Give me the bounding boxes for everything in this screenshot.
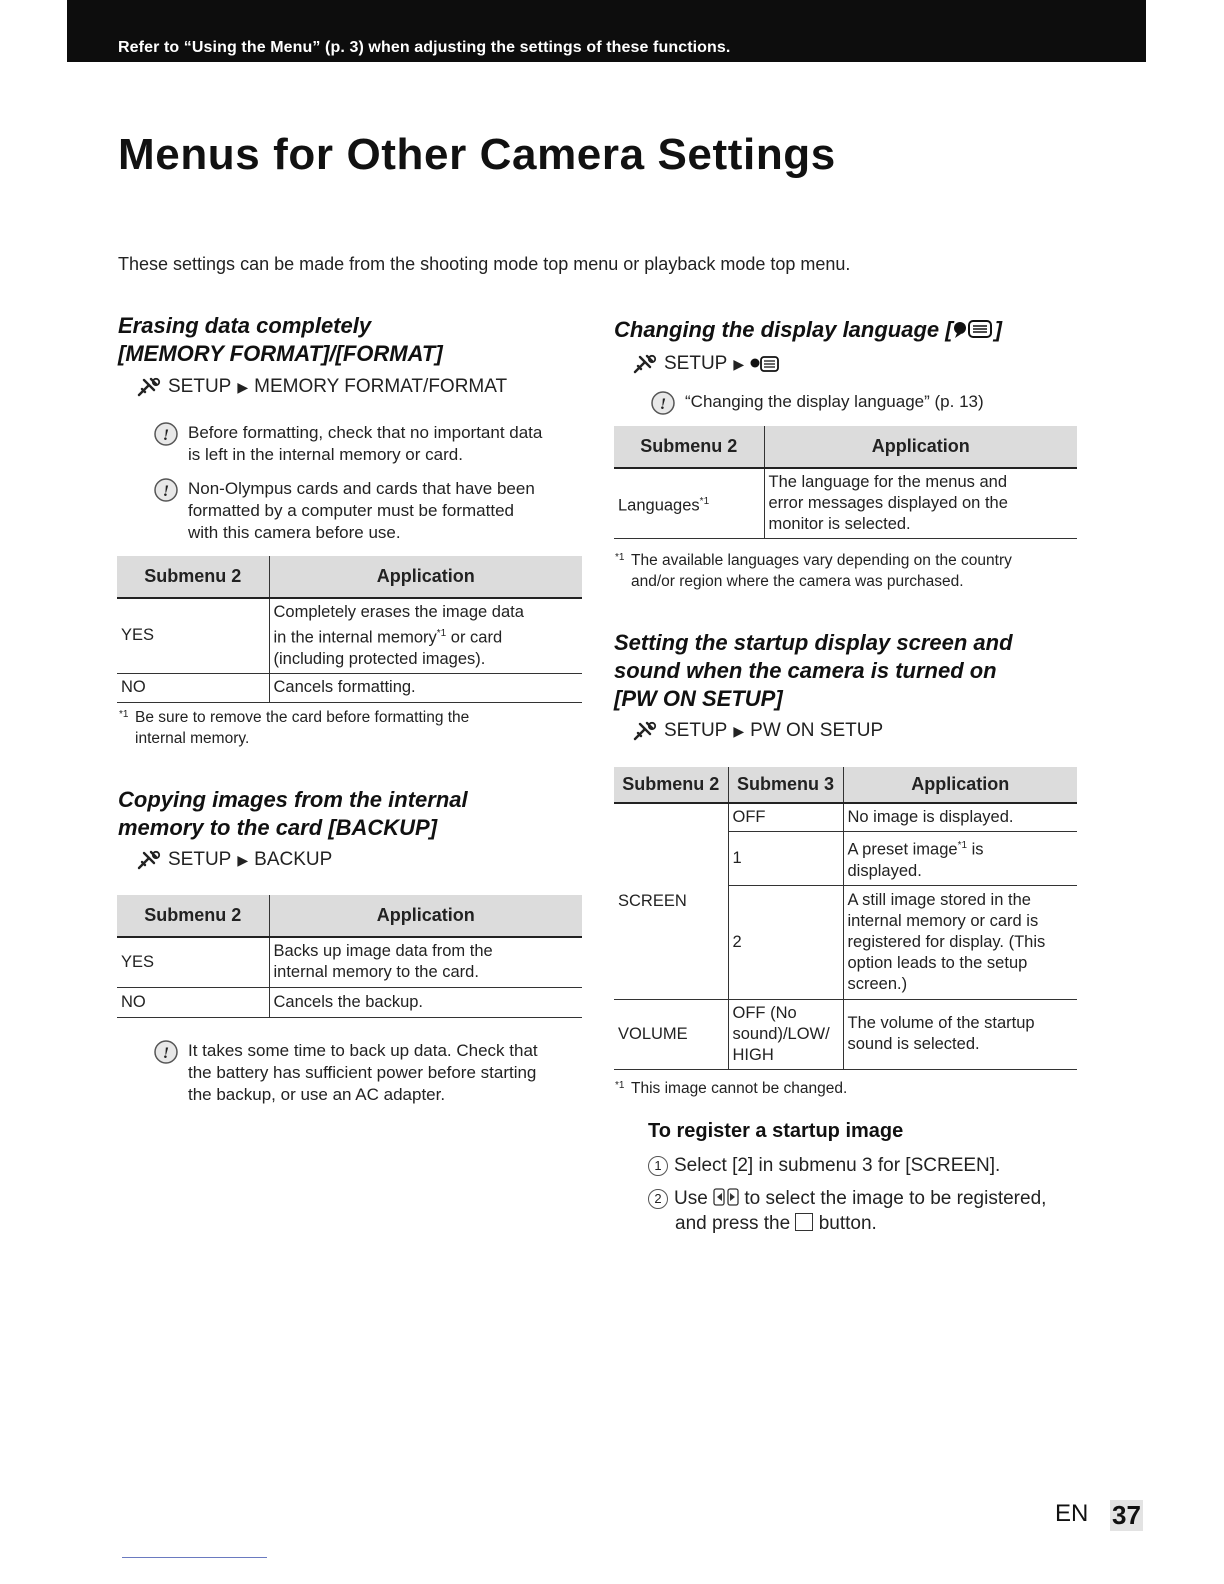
caution-icon: [153, 421, 179, 447]
arrow-right-icon: ▶: [733, 722, 745, 739]
language-footnote: *1 The available languages vary depending on the country and/or region where the camera was purchased.: [615, 552, 1012, 590]
backup-menu-path: SETUP ▶ BACKUP: [136, 849, 332, 871]
setup-tools-icon: [632, 720, 658, 742]
footer-language: EN: [1055, 1500, 1089, 1527]
setup-tools-icon: [632, 353, 658, 375]
table-row: NO Cancels the backup.: [117, 987, 582, 1017]
language-table: [614, 426, 1077, 539]
caution-icon: [650, 390, 676, 416]
table-header: Application: [843, 767, 1077, 803]
table-row: 2 A still image stored in the internal memory or card is registered for display. (This option leads to the setup screen.): [614, 885, 1077, 999]
page-title: Menus for Other Camera Settings: [118, 130, 836, 179]
language-menu-path: SETUP ▶: [632, 353, 780, 375]
step-number: 1: [648, 1156, 668, 1176]
table-row: YES Completely erases the image data in the internal memory$^{*1}$ or card (including protected images).: [117, 598, 582, 673]
table-header: Submenu 3: [728, 767, 843, 803]
header-bar: [67, 0, 1146, 62]
table-header: Submenu 2: [117, 556, 269, 598]
table-header: Application: [269, 556, 582, 598]
table-header: Application: [269, 895, 582, 937]
language-section-title: Changing the display language [ ]: [614, 317, 1002, 342]
register-step-1: 1 Select [2] in submenu 3 for [SCREEN].: [648, 1153, 1000, 1178]
language-icon: [750, 354, 780, 374]
language-icon: [953, 318, 995, 340]
table-row: Languages$^{*1}$ The language for the menus and error messages displayed on the monitor is selected.: [614, 468, 1077, 539]
table-row: SCREEN OFF No image is displayed.: [614, 803, 1077, 832]
arrow-right-icon: ▶: [237, 851, 249, 868]
table-header: Submenu 2: [614, 767, 728, 803]
erase-footnote: *1 Be sure to remove the card before formatting the internal memory.: [119, 709, 470, 747]
register-step-2: 2 Use to select the image to be registered, and press the button.: [648, 1186, 1046, 1236]
svg-text:!: !: [659, 396, 667, 413]
erase-caution-note-2: ! Non-Olympus cards and cards that have been formatted by a computer must be formatted with this camera before use.: [188, 478, 535, 544]
pwon-table: [614, 767, 1077, 1070]
setup-tools-icon: [136, 849, 162, 871]
caution-icon: [153, 477, 179, 503]
page-number: 37: [1112, 1500, 1141, 1530]
table-header: Submenu 2: [117, 895, 269, 937]
svg-text:!: !: [162, 427, 170, 444]
setup-tools-icon: [136, 376, 162, 398]
backup-table: [117, 895, 582, 1018]
header-bar-text: Refer to “Using the Menu” (p. 3) when adjusting the settings of these functions.: [118, 39, 731, 56]
register-startup-heading: To register a startup image: [648, 1120, 904, 1142]
table-row: YES Backs up image data from the internal memory to the card.: [117, 937, 582, 987]
svg-text:!: !: [162, 483, 170, 500]
table-row: VOLUME OFF (No sound)/LOW/ HIGH The volume of the startup sound is selected.: [614, 999, 1077, 1069]
language-reference-note: ! “Changing the display language” (p. 13): [685, 391, 984, 413]
decorative-line: [122, 1557, 267, 1558]
table-row: NO Cancels formatting.: [117, 673, 582, 702]
arrow-right-icon: ▶: [237, 378, 249, 395]
erase-caution-note-1: ! Before formatting, check that no important data is left in the internal memory or card.: [188, 422, 542, 466]
step-number: 2: [648, 1189, 668, 1209]
erase-menu-path: SETUP ▶ MEMORY FORMAT/FORMAT: [136, 376, 507, 398]
table-header: Submenu 2: [614, 426, 764, 468]
erase-table: [117, 556, 582, 703]
caution-icon: [153, 1039, 179, 1065]
intro-text: These settings can be made from the shooting mode top menu or playback mode top menu.: [118, 254, 851, 274]
backup-section-title: Copying images from the internal memory to the card [BACKUP]: [118, 787, 468, 840]
pwon-section-title: Setting the startup display screen and sound when the camera is turned on [PW ON SETUP]: [614, 630, 1013, 711]
left-right-arrow-icon: [713, 1188, 739, 1206]
pwon-menu-path: SETUP ▶ PW ON SETUP: [632, 720, 883, 742]
table-row: 1 A preset image$^{*1}$ is displayed.: [614, 832, 1077, 886]
erase-section-title: Erasing data completely [MEMORY FORMAT]/[FORMAT]: [118, 313, 443, 366]
svg-text:!: !: [162, 1045, 170, 1062]
table-header: Application: [764, 426, 1077, 468]
backup-caution-note: ! It takes some time to back up data. Check that the battery has sufficient power before starting the backup, or use an AC adapter.: [188, 1040, 538, 1106]
arrow-right-icon: ▶: [733, 355, 745, 372]
pwon-footnote: *1 This image cannot be changed.: [615, 1080, 848, 1097]
ok-button-icon: [795, 1213, 813, 1231]
